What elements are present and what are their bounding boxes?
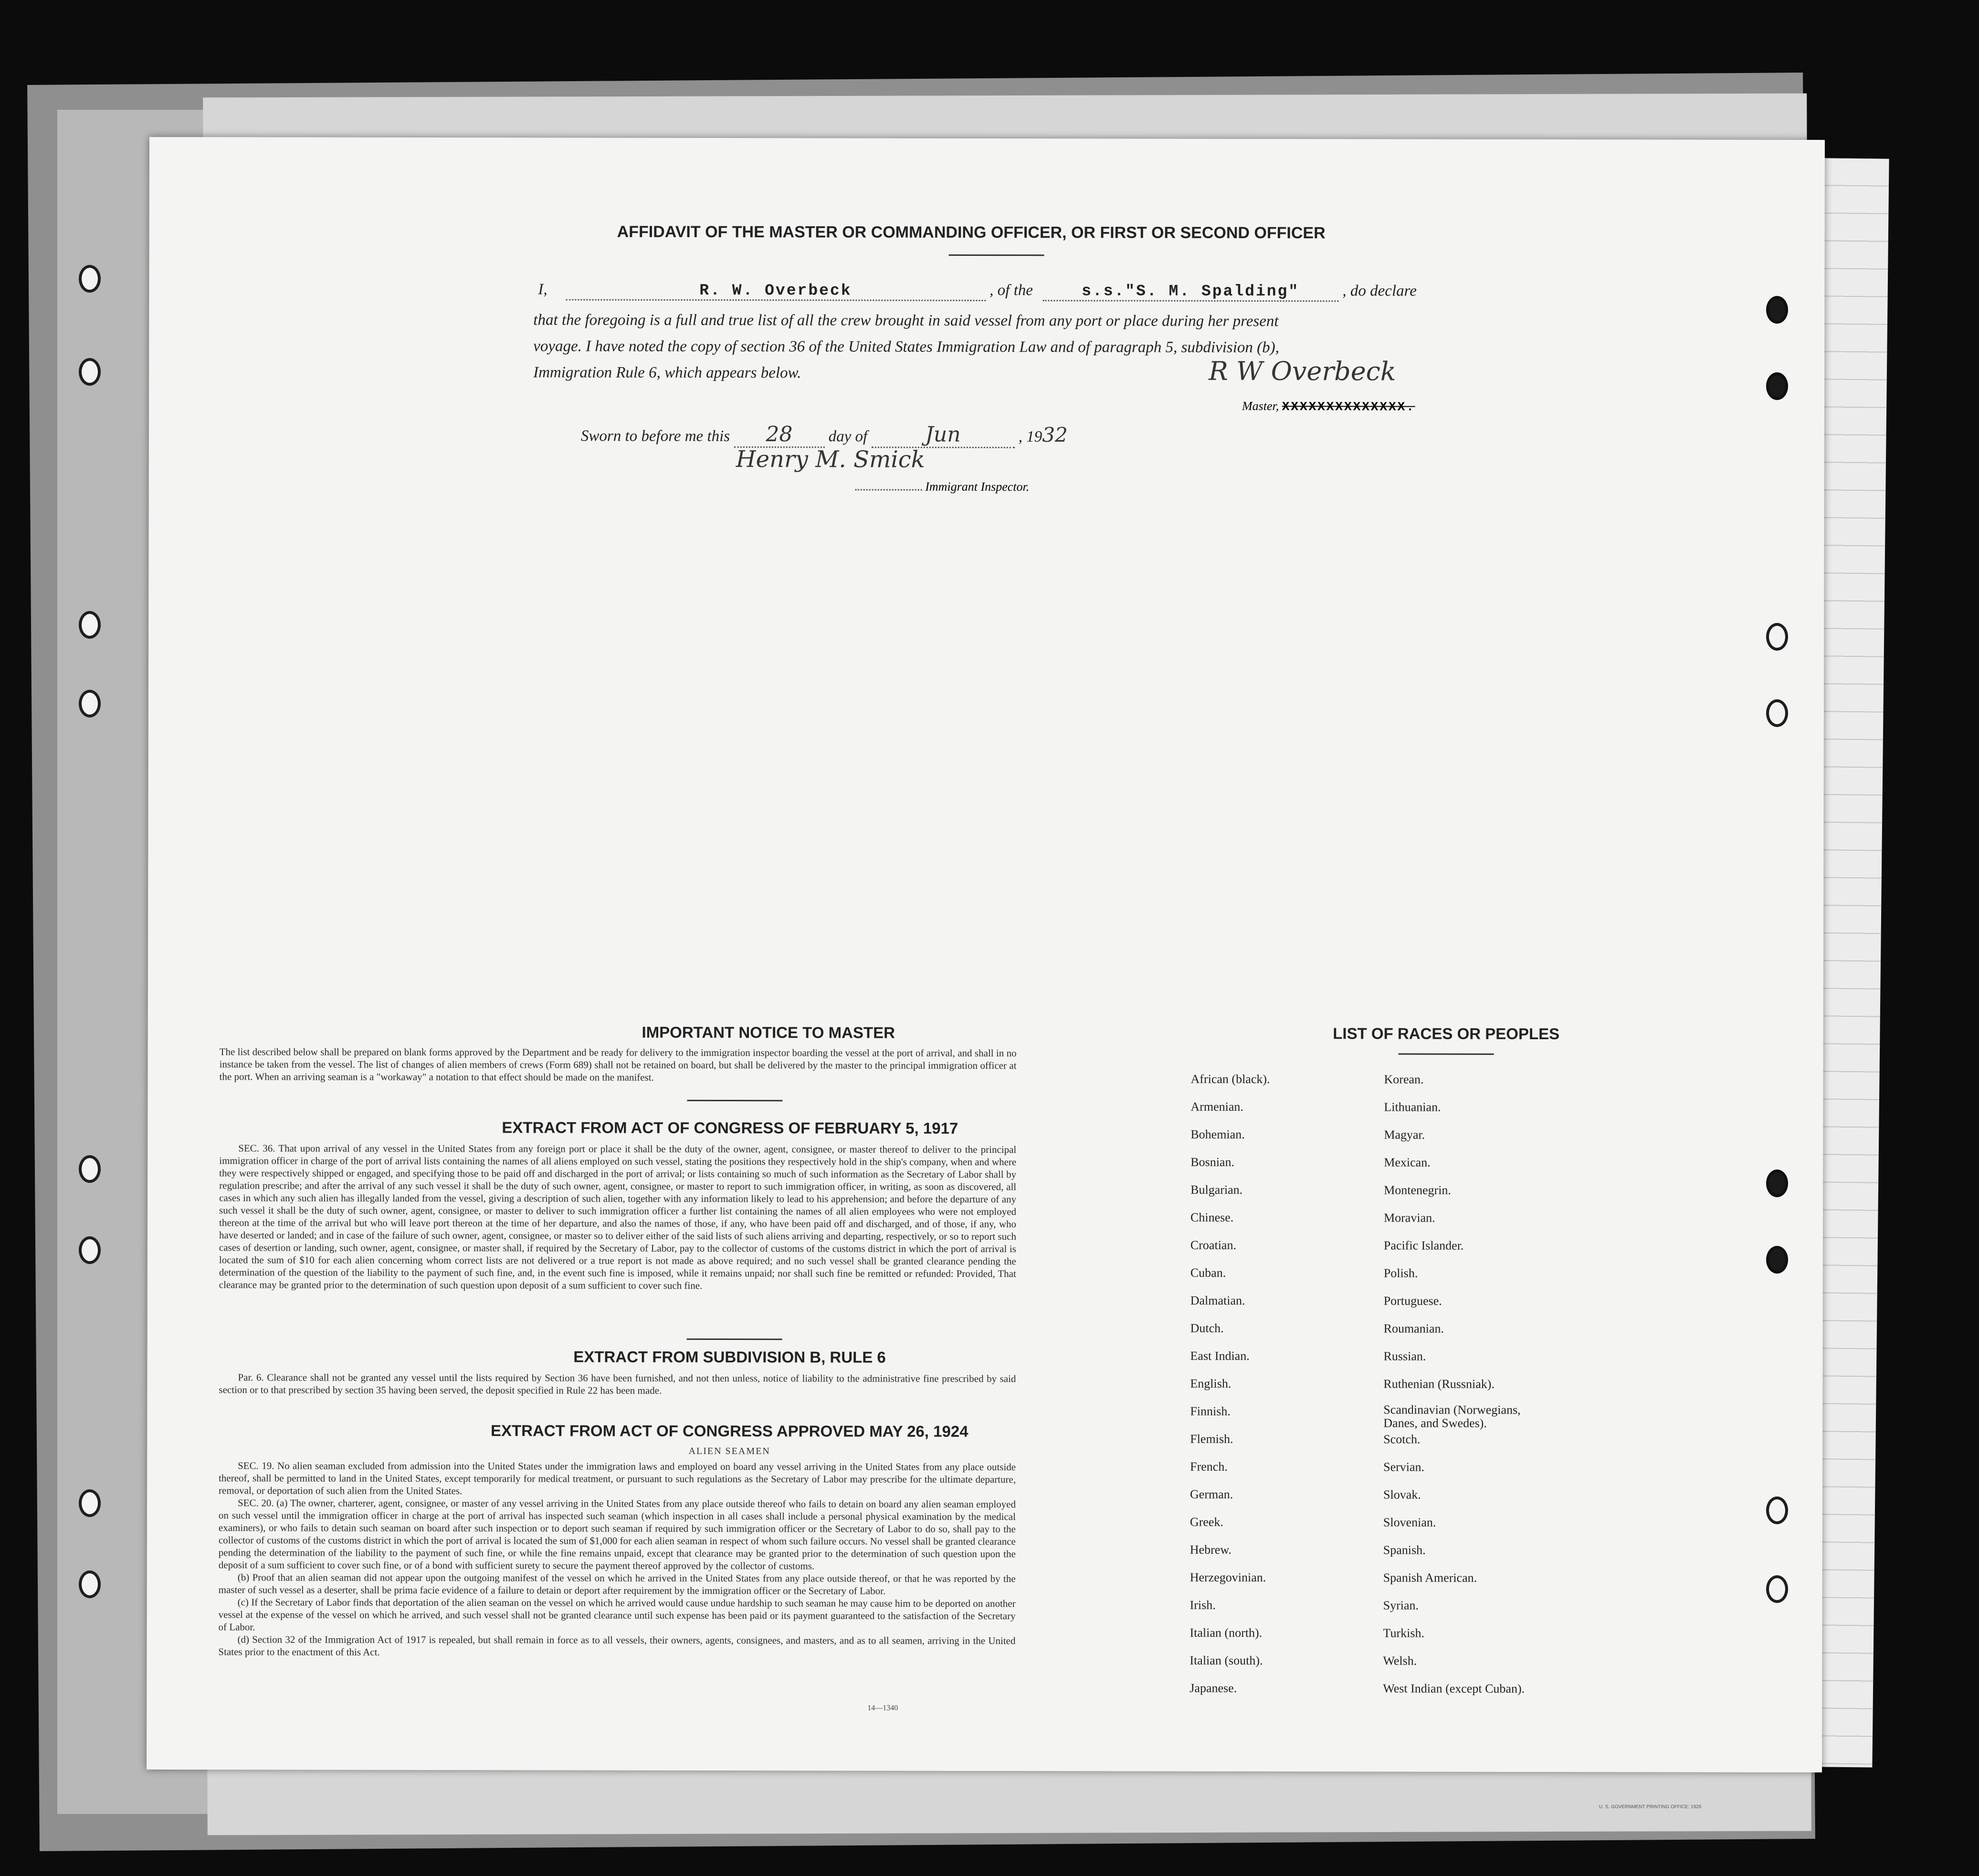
races-title: LIST OF RACES OR PEOPLES (1333, 1024, 1560, 1043)
race-right-item: Scotch. (1383, 1432, 1421, 1446)
extract-rule6-body (219, 1371, 1016, 1397)
affidavit-title: AFFIDAVIT OF THE MASTER OR COMMANDING OFFICER, OR FIRST OR SECOND OFFICER (617, 222, 1326, 242)
notice-body (220, 1045, 1017, 1084)
race-left-item: English. (1190, 1376, 1232, 1391)
race-right-item: Russian. (1383, 1349, 1426, 1363)
binder-hole (79, 611, 101, 639)
do-declare-text: , do declare (1342, 282, 1417, 300)
binder-hole (79, 265, 101, 293)
vessel-name: s.s."S. M. Spalding" (1082, 282, 1300, 301)
race-left-item: Herzegovinian. (1190, 1570, 1266, 1585)
race-left-item: Bohemian. (1190, 1127, 1245, 1141)
race-left-item: Dutch. (1190, 1321, 1224, 1335)
race-right-item: West Indian (except Cuban). (1383, 1681, 1525, 1696)
race-right-item: Welsh. (1383, 1654, 1417, 1668)
day-of-text: day of (828, 428, 868, 445)
binder-hole (1766, 1246, 1788, 1274)
race-right-item: Turkish. (1383, 1626, 1425, 1640)
race-left-item: Italian (north). (1190, 1625, 1263, 1640)
race-right-item: Lithuanian. (1384, 1100, 1441, 1114)
race-left-item: Japanese. (1190, 1681, 1237, 1695)
race-right-item: Roumanian. (1383, 1321, 1444, 1336)
sworn-text: Sworn to before me this (580, 427, 730, 445)
race-right-item: Magyar. (1384, 1128, 1425, 1142)
race-right-item: Scandinavian (Norwegians, Danes, and Swedes). (1383, 1402, 1521, 1430)
alien-seamen-subtitle: ALIEN SEAMEN (688, 1445, 770, 1457)
section-20d-paragraph: (d) Section 32 of the Immigration Act of 1917 is repealed, but shall remain in force as to all vessels, their owners, agents, consignees, and masters, and as to all seamen, arriving in the United States prior to the enactment of this Act. (218, 1634, 1016, 1658)
printer-note: U. S. GOVERNMENT PRINTING OFFICE: 1926 (1599, 1804, 1702, 1810)
year-prefix: , 19 (1018, 428, 1042, 446)
race-left-item: German. (1190, 1487, 1233, 1501)
race-left-item: Bulgarian. (1190, 1182, 1243, 1197)
master-struck-title: XXXXXXXXXXXXXX. (1282, 400, 1415, 414)
binder-hole (79, 1236, 101, 1264)
binder-hole (1766, 623, 1788, 651)
section-19-paragraph: SEC. 19. No alien seaman excluded from admission into the United States under the immigration laws and employed on board any vessel arriving in the United States from any place outside thereof, shall be permitted to land in the United States, except temporarily for medical treatment, or pursuant to such regulations as the Secretary of Labor may prescribe for the ultimate departure, removal, or deportation of such alien from the United States. (219, 1460, 1016, 1497)
affidavit-page (147, 137, 1825, 1772)
race-left-item: Croatian. (1190, 1238, 1236, 1252)
binder-hole (79, 1570, 101, 1598)
race-left-item: French. (1190, 1459, 1228, 1474)
binder-hole (1766, 1170, 1788, 1197)
extract-1917-title: EXTRACT FROM ACT OF CONGRESS OF FEBRUARY 5, 1917 (502, 1118, 958, 1137)
section-20c-paragraph: (c) If the Secretary of Labor finds that deportation of the alien seaman on the vessel on which he arrived would cause undue hardship to such seaman he may cause him to be deported on another vessel at the expense of the vessel on which he arrived, and such vessel shall not be granted clearance until such expense has been paid or its payment guaranteed to the satisfaction of the Secretary of Labor. (218, 1596, 1016, 1633)
binder-hole (1766, 699, 1788, 727)
master-label-block (1242, 399, 1415, 414)
inspector-dotline (855, 489, 922, 491)
race-right-item: Mexican. (1384, 1155, 1431, 1170)
vessel-name-field (1042, 282, 1338, 302)
race-right-item: Montenegrin. (1384, 1183, 1451, 1197)
notice-paragraph: The list described below shall be prepared on blank forms approved by the Department and be ready for delivery to the immigration inspector boarding the vessel at the port of arrival, and shall in no instance be taken from the vessel. The list of changes of alien members of crews (Form 689) shall not be retained on board, but shall be delivered by the master to the principal immigration officer at the port. When an arriving seaman is a "workaway" a notation to that effect should be made on the manifest. (219, 1046, 1017, 1083)
races-rule (1399, 1054, 1494, 1055)
race-left-item: Armenian. (1190, 1099, 1243, 1114)
sworn-month-field (871, 422, 1014, 449)
inspector-label: Immigrant Inspector. (925, 479, 1030, 494)
binder-hole (79, 1155, 101, 1183)
extract-1924-body (218, 1459, 1016, 1659)
race-left-item: Finnish. (1190, 1404, 1231, 1418)
race-left-item: Hebrew. (1190, 1542, 1232, 1557)
declaration-body (533, 307, 1593, 388)
section-20a-paragraph: SEC. 20. (a) The owner, charterer, agent, consignee, or master of any vessel arriving in the United States from any place outside thereof who fails to detain on board any alien seaman employed on such vessel until the immigration officer in charge at the port of arrival has inspected such seaman (which inspection in all cases shall include a personal physical examination by the medical examiners), or who fails to detain such seaman on board after such inspection or to deport such seaman if required by such immigration officer or the Secretary of Labor to do so, shall pay to the collector of customs of the customs district in which the port of arrival is located the sum of $1,000 for each alien seaman in respect of whom such failure occurs. No vessel shall be granted clearance pending the determination of the liability to the payment of such fine, or while the fine remains unpaid, except that clearance may be granted prior to the determination of such question upon the deposit of a sum sufficient to cover such fine, or of a bond with sufficient surety to secure the payment thereof approved by the collector of customs. (218, 1497, 1016, 1572)
race-left-item: East Indian. (1190, 1349, 1250, 1363)
master-label: Master, (1242, 399, 1279, 413)
race-right-item: Slovenian. (1383, 1515, 1436, 1529)
race-left-item: Cuban. (1190, 1265, 1226, 1280)
of-the-text: , of the (990, 282, 1033, 299)
master-name-field (566, 281, 986, 301)
declaration-line-2: that the foregoing is a full and true list of all the crew brought in said vessel from any port or place during her present (533, 311, 1279, 330)
race-right-item: Ruthenian (Russniak). (1383, 1377, 1495, 1391)
inspector-signature: Henry M. Smick (736, 446, 925, 473)
inspector-label-block (855, 480, 1030, 495)
sworn-day: 28 (766, 422, 793, 447)
title-rule (949, 254, 1044, 256)
master-name: R. W. Overbeck (699, 281, 852, 300)
binder-hole (1766, 1497, 1788, 1524)
race-right-item: Polish. (1383, 1266, 1418, 1280)
binder-hole (1766, 1575, 1788, 1603)
declaration-pronoun: I, (538, 281, 547, 298)
binder-hole (79, 690, 101, 717)
declaration-line-4: Immigration Rule 6, which appears below. (533, 364, 801, 382)
race-left-item: Irish. (1190, 1598, 1216, 1612)
binder-hole (79, 358, 101, 386)
race-right-item: Moravian. (1384, 1211, 1435, 1225)
notice-rule (687, 1100, 782, 1101)
race-right-item: Portuguese. (1383, 1294, 1442, 1308)
notice-title: IMPORTANT NOTICE TO MASTER (642, 1023, 895, 1042)
master-signature: R W Overbeck (1209, 356, 1396, 387)
sworn-day-field (734, 422, 824, 448)
race-left-item: Flemish. (1190, 1432, 1233, 1446)
binder-hole (1766, 372, 1788, 400)
binder-hole (1766, 296, 1788, 324)
declaration-line-3: voyage. I have noted the copy of section 36 of the United States Immigration Law and of paragraph 5, subdivision (b), (533, 337, 1279, 357)
race-right-item: Korean. (1384, 1072, 1424, 1086)
race-left-item: Chinese. (1190, 1210, 1234, 1224)
race-right-item: Slovak. (1383, 1487, 1421, 1502)
race-right-item: Pacific Islander. (1383, 1238, 1464, 1253)
race-right-item: Servian. (1383, 1460, 1425, 1474)
race-right-item: Spanish. (1383, 1543, 1426, 1557)
extract-rule6-title: EXTRACT FROM SUBDIVISION B, RULE 6 (573, 1348, 886, 1366)
declaration-line-1 (538, 281, 1417, 302)
paragraph-6: Par. 6. Clearance shall not be granted any vessel until the lists required by Section 36 have been furnished, and not then unless, notice of liability to the administrative fine prescribed by said section or to that prescribed by section 35 having been served, the deposit specified in Rule 22 has been made. (219, 1371, 1016, 1396)
extract-1924-title: EXTRACT FROM ACT OF CONGRESS APPROVED MAY 26, 1924 (490, 1422, 968, 1440)
section-36-paragraph: SEC. 36. That upon arrival of any vessel in the United States from any foreign port or place it shall be the duty of the owner, agent, consignee, or master thereof to deliver to the principal immigration officer in charge of the port of arrival lists containing the names of all aliens employed on such vessel, stating the positions they respectively hold in the ship's company, when and where they were respectively shipped or engaged, and specifying those to be paid off and discharged in the port of arrival; or lists containing so much of such information as the Secretary of Labor shall by regulation prescribe; and after the arrival of any such vessel it shall be the duty of such owner, agent, consignee, or master to report to such immigration officer, in writing, as soon as discovered, all cases in which any such alien has illegally landed from the vessel, giving a description of such alien, together with any information likely to lead to his apprehension; and before the departure of any such vessel it shall be the duty of such owner, agent, consignee, or master to deliver to such immigration officer a further list containing the names of all alien employees who were not employed thereon at the time of the arrival but who will leave port thereon at the time of her departure, and also the names of those, if any, who have been paid off and discharged, and of those, if any, who have deserted or landed; and in case of the failure of such owner, agent, consignee, or master so to deliver either of the said lists of such aliens arriving and departing, respectively, or so to report such cases of desertion or landing, such owner, agent, consignee, or master shall, if required by the Secretary of Labor, pay to the collector of customs of the customs district in which the port of arrival is located the sum of $10 for each alien concerning whom correct lists are not delivered or a true report is not made as above required; and no such vessel shall be granted clearance pending the determination of the question of the liability to the payment of such fine, and, in the event such fine is imposed, while it remains unpaid; nor shall such fine be remitted or refunded: Provided, That clearance may be granted prior to the determination of such question upon deposit of a sum sufficient to cover such fine. (219, 1142, 1017, 1291)
race-right-item: Spanish American. (1383, 1570, 1477, 1585)
race-left-item: Greek. (1190, 1515, 1223, 1529)
section-20b-paragraph: (b) Proof that an alien seaman did not appear upon the outgoing manifest of the vessel on which he arrived in the United States from any place outside thereof, or that he was reported by the master of such vessel as a deserter, shall be prima facie evidence of a failure to detain or deport after requirement by the immigration officer or the Secretary of Labor. (218, 1571, 1016, 1597)
sworn-month: Jun (925, 422, 961, 447)
form-number: 14—1340 (867, 1704, 898, 1712)
race-left-item: Dalmatian. (1190, 1293, 1245, 1307)
sworn-line (581, 422, 1068, 449)
race-left-item: African (black). (1190, 1072, 1270, 1086)
binder-hole (79, 1489, 101, 1517)
sworn-year: 32 (1042, 423, 1068, 447)
extract-1917-rule (687, 1338, 782, 1340)
extract-1917-body (219, 1142, 1017, 1292)
race-right-item: Syrian. (1383, 1598, 1419, 1613)
race-left-item: Italian (south). (1190, 1653, 1263, 1668)
race-left-item: Bosnian. (1190, 1155, 1235, 1169)
